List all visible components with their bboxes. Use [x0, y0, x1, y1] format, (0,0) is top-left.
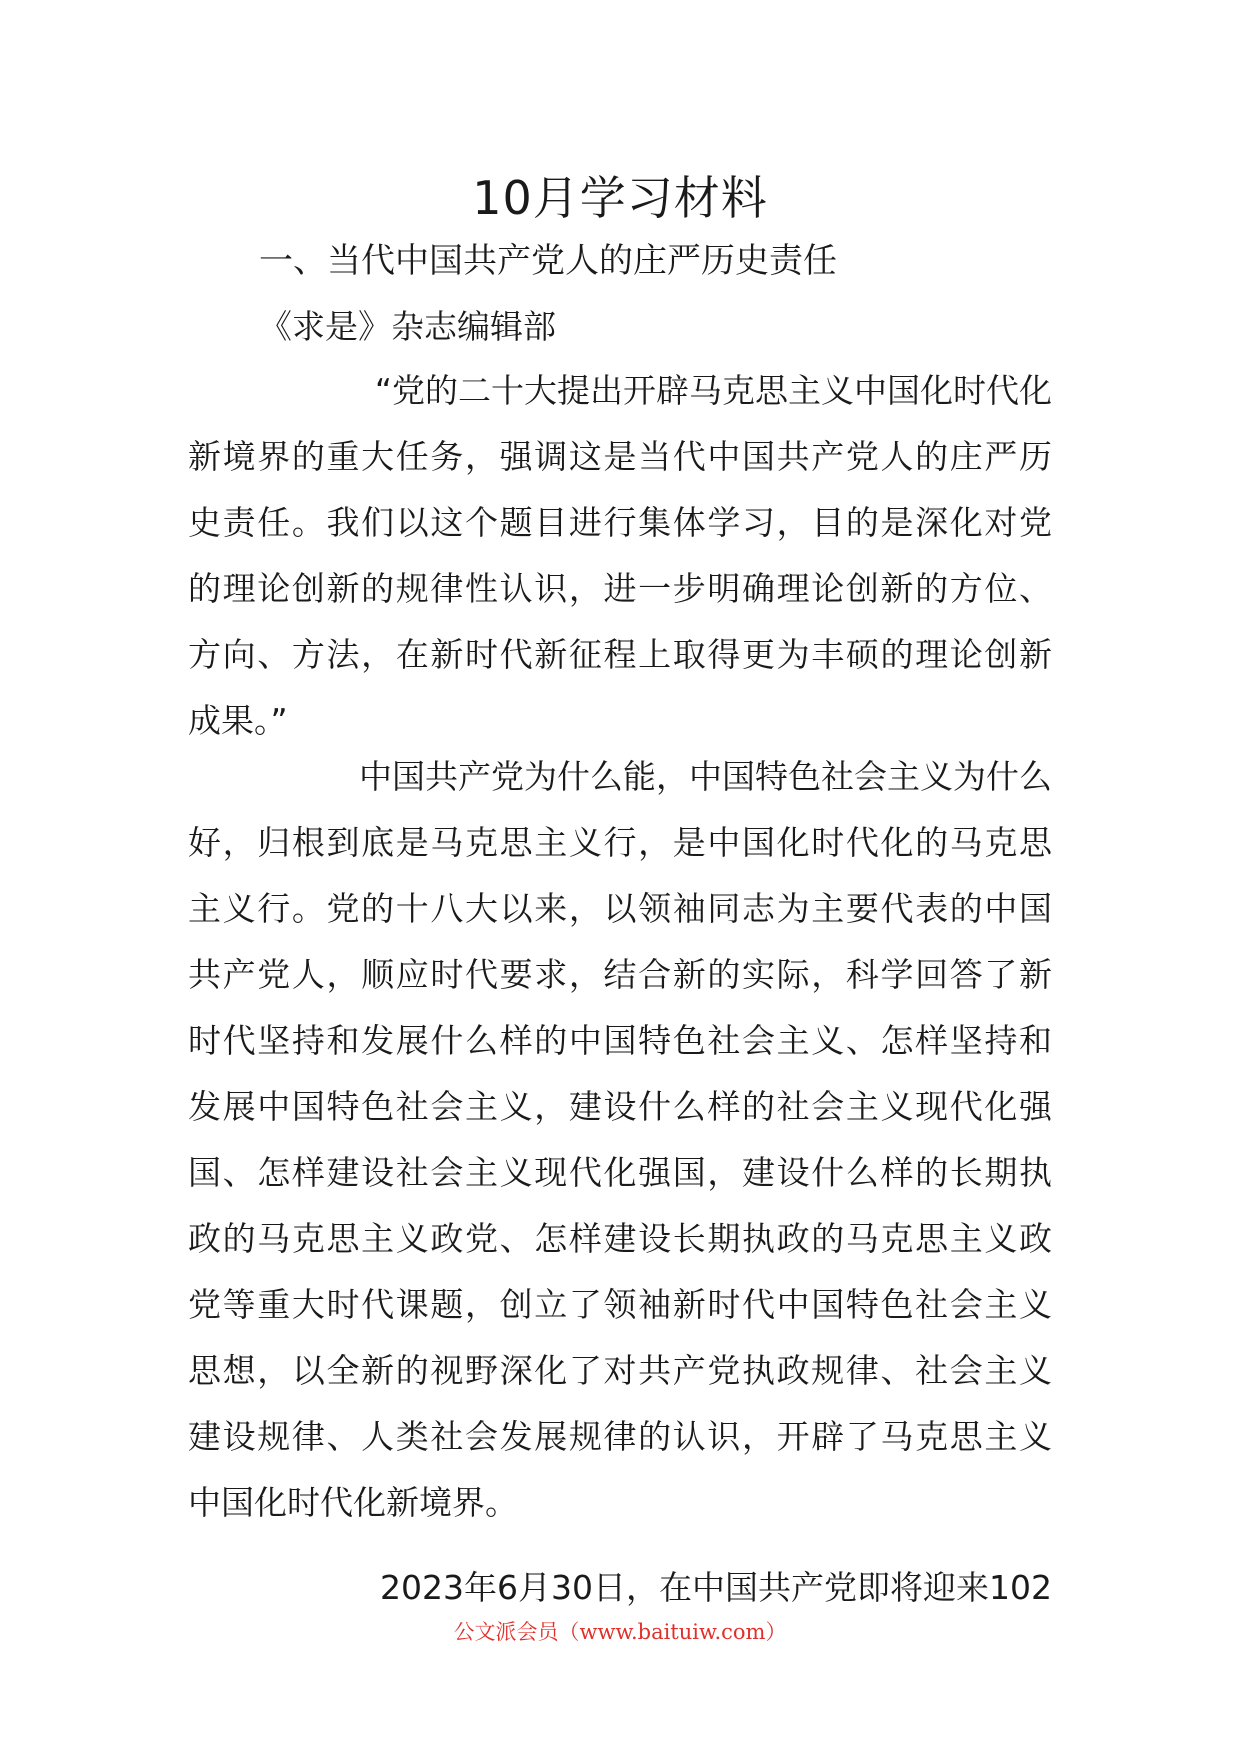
footer-watermark: 公文派会员（www.baituiw.com）: [453, 1620, 787, 1644]
paragraph-line: 成果。”: [188, 701, 288, 740]
paragraph-line: “党的二十大提出开辟马克思主义中国化时代化: [374, 371, 1052, 410]
paragraph-date: [188, 1555, 1052, 1621]
paragraph-body: [188, 744, 1052, 1536]
paragraph-line: 的理论创新的规律性认识，进一步明确理论创新的方位、: [188, 569, 1052, 608]
source-line: 《求是》杂志编辑部: [259, 307, 556, 346]
paragraph-line: 2023年6月30日，在中国共产党即将迎来102: [380, 1568, 1052, 1607]
paragraph-line: 国、怎样建设社会主义现代化强国，建设什么样的长期执: [188, 1153, 1052, 1192]
paragraph-line: 中国化时代化新境界。: [188, 1483, 518, 1522]
section-heading: 一、当代中国共产党人的庄严历史责任: [259, 241, 837, 281]
paragraph-line: 政的马克思主义政党、怎样建设长期执政的马克思主义政: [188, 1219, 1052, 1258]
document-title: 10月学习材料: [472, 171, 768, 225]
paragraph-line: 共产党人，顺应时代要求，结合新的实际，科学回答了新: [188, 955, 1052, 994]
paragraph-line: 方向、方法，在新时代新征程上取得更为丰硕的理论创新: [188, 635, 1052, 674]
paragraph-line: 中国共产党为什么能，中国特色社会主义为什么: [359, 757, 1052, 796]
paragraph-line: 史责任。我们以这个题目进行集体学习，目的是深化对党: [188, 503, 1052, 542]
paragraph-line: 思想，以全新的视野深化了对共产党执政规律、社会主义: [188, 1351, 1052, 1390]
paragraph-quote: [188, 358, 1052, 754]
paragraph-line: 好，归根到底是马克思主义行，是中国化时代化的马克思: [188, 823, 1052, 862]
paragraph-line: 建设规律、人类社会发展规律的认识，开辟了马克思主义: [188, 1417, 1052, 1456]
paragraph-line: 发展中国特色社会主义，建设什么样的社会主义现代化强: [188, 1087, 1052, 1126]
paragraph-line: 主义行。党的十八大以来，以领袖同志为主要代表的中国: [188, 889, 1052, 928]
paragraph-line: 新境界的重大任务，强调这是当代中国共产党人的庄严历: [188, 437, 1052, 476]
paragraph-line: 党等重大时代课题，创立了领袖新时代中国特色社会主义: [188, 1285, 1052, 1324]
paragraph-line: 时代坚持和发展什么样的中国特色社会主义、怎样坚持和: [188, 1021, 1052, 1060]
